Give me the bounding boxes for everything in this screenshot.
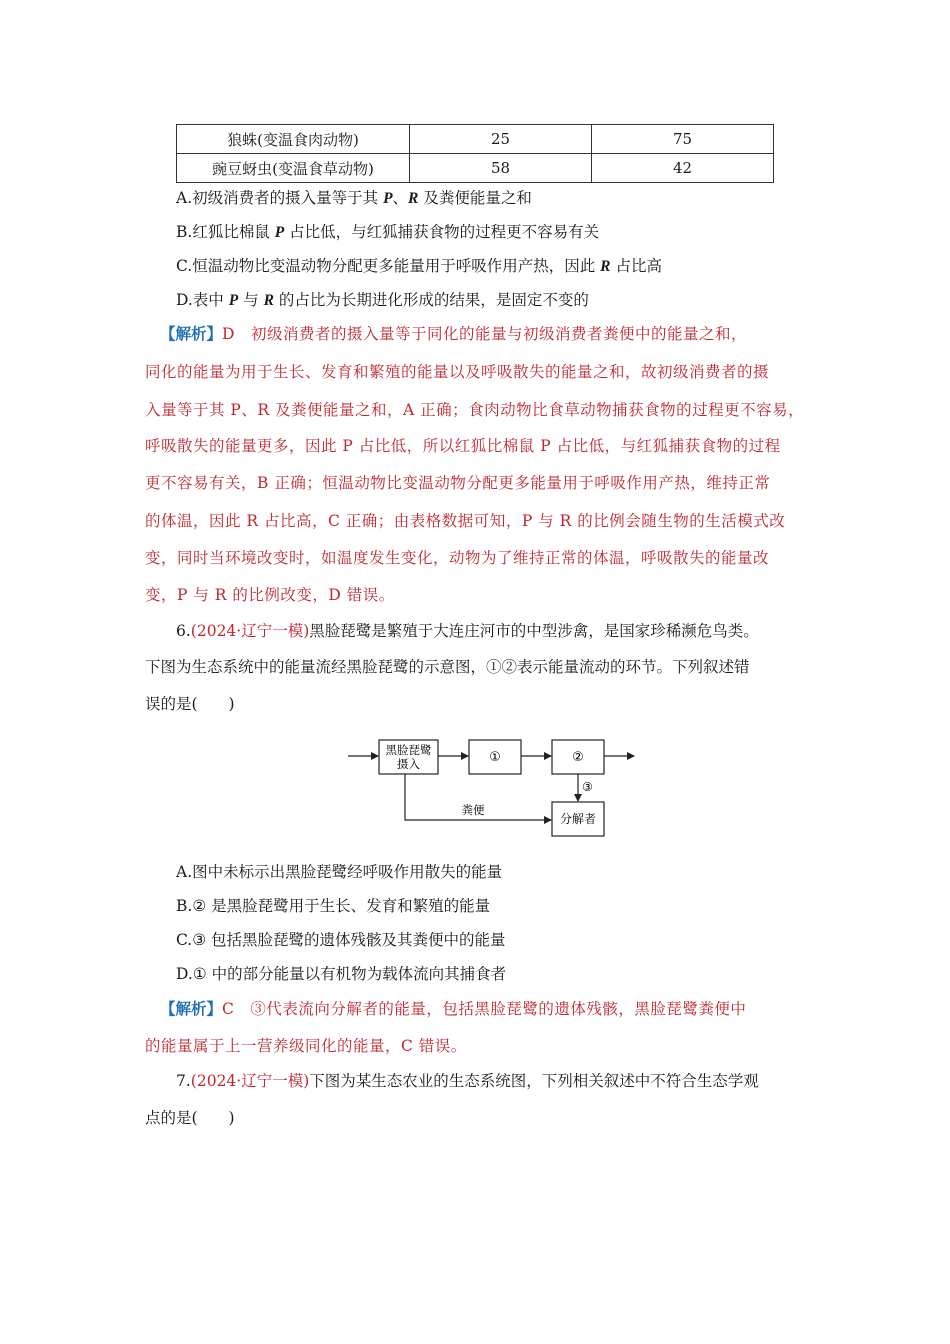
q7-stem-line: 7.(2024·辽宁一模)下图为某生态农业的生态系统图，下列相关叙述中不符合生态学观 bbox=[176, 1072, 759, 1090]
label-3: ③ bbox=[582, 780, 593, 794]
q5-analysis-line: 更不容易有关，B 正确；恒温动物比变温动物分配更多能量用于呼吸作用产热，维持正常 bbox=[145, 474, 771, 492]
table-cell-r: 42 bbox=[592, 154, 774, 183]
q6-stem-line: 下图为生态系统中的能量流经黑脸琵鹭的示意图，①②表示能量流动的环节。下列叙述错 bbox=[145, 658, 750, 676]
box-1-label: ① bbox=[489, 750, 501, 765]
q5-analysis-line: 同化的能量为用于生长、发育和繁殖的能量以及呼吸散失的能量之和，故初级消费者的摄 bbox=[145, 363, 770, 381]
q7-stem-line: 点的是( ) bbox=[145, 1109, 235, 1127]
intake-box-label: 黑脸琵鹭 bbox=[385, 743, 432, 757]
question-source: (2024·辽宁一模) bbox=[190, 622, 310, 640]
table-cell-organism: 狼蛛(变温食肉动物) bbox=[177, 125, 410, 154]
q6-option-b: B.② 是黑脸琵鹭用于生长、发育和繁殖的能量 bbox=[176, 897, 491, 915]
q6-stem-line: 误的是( ) bbox=[145, 695, 235, 713]
q5-option-c: C.恒温动物比变温动物分配更多能量用于呼吸作用产热，因此 R 占比高 bbox=[176, 257, 662, 275]
box-2-label: ② bbox=[572, 750, 584, 765]
table-row bbox=[177, 125, 774, 154]
q6-option-c: C.③ 包括黑脸琵鹭的遗体残骸及其粪便中的能量 bbox=[176, 931, 506, 949]
q6-analysis-line: 【解析】C ③代表流向分解者的能量，包括黑脸琵鹭的遗体残骸，黑脸琵鹭粪便中 bbox=[160, 999, 747, 1018]
q5-analysis-line: 呼吸散失的能量更多，因此 P 占比低，所以红狐比棉鼠 P 占比低，与红狐捕获食物的过程 bbox=[145, 437, 781, 455]
analysis-tag: 【解析】 bbox=[160, 324, 223, 343]
q5-option-d: D.表中 P 与 R 的占比为长期进化形成的结果，是固定不变的 bbox=[176, 291, 589, 309]
table-cell-p: 25 bbox=[410, 125, 592, 154]
table-row bbox=[177, 154, 774, 183]
q6-option-d: D.① 中的部分能量以有机物为载体流向其捕食者 bbox=[176, 965, 507, 983]
analysis-tag: 【解析】 bbox=[160, 999, 223, 1018]
q5-option-a: A.初级消费者的摄入量等于其 P、R 及粪便能量之和 bbox=[176, 189, 532, 207]
q5-analysis-line: 变，同时当环境改变时，如温度发生变化，动物为了维持正常的体温，呼吸散失的能量改 bbox=[145, 549, 770, 567]
q6-analysis-line: 的能量属于上一营养级同化的能量，C 错误。 bbox=[145, 1037, 467, 1055]
q5-analysis-line: 的体温，因此 R 占比高，C 正确；由表格数据可知，P 与 R 的比例会随生物的生活模式改 bbox=[145, 512, 786, 530]
q6-stem-line: 6.(2024·辽宁一模)黑脸琵鹭是繁殖于大连庄河市的中型涉禽，是国家珍稀濒危鸟类。 bbox=[176, 622, 759, 640]
energy-ratio-table bbox=[176, 124, 774, 183]
energy-flow-diagram bbox=[340, 732, 640, 842]
feces-label: 粪便 bbox=[461, 803, 485, 817]
table-cell-r: 75 bbox=[592, 125, 774, 154]
q5-option-b: B.红狐比棉鼠 P 占比低，与红狐捕获食物的过程更不容易有关 bbox=[176, 223, 600, 241]
q5-analysis-line: 【解析】D 初级消费者的摄入量等于同化的能量与初级消费者粪便中的能量之和， bbox=[160, 324, 747, 343]
intake-box-label: 摄入 bbox=[397, 757, 420, 771]
decomposer-label: 分解者 bbox=[559, 812, 597, 826]
table-cell-organism: 豌豆蚜虫(变温食草动物) bbox=[177, 154, 410, 183]
q5-analysis-line: 变，P 与 R 的比例改变，D 错误。 bbox=[145, 586, 395, 604]
q5-analysis-line: 入量等于其 P、R 及粪便能量之和，A 正确；食肉动物比食草动物捕获食物的过程更不容易， bbox=[145, 401, 805, 419]
q6-option-a: A.图中未标示出黑脸琵鹭经呼吸作用散失的能量 bbox=[176, 863, 503, 881]
table-cell-p: 58 bbox=[410, 154, 592, 183]
question-source: (2024·辽宁一模) bbox=[190, 1072, 310, 1090]
